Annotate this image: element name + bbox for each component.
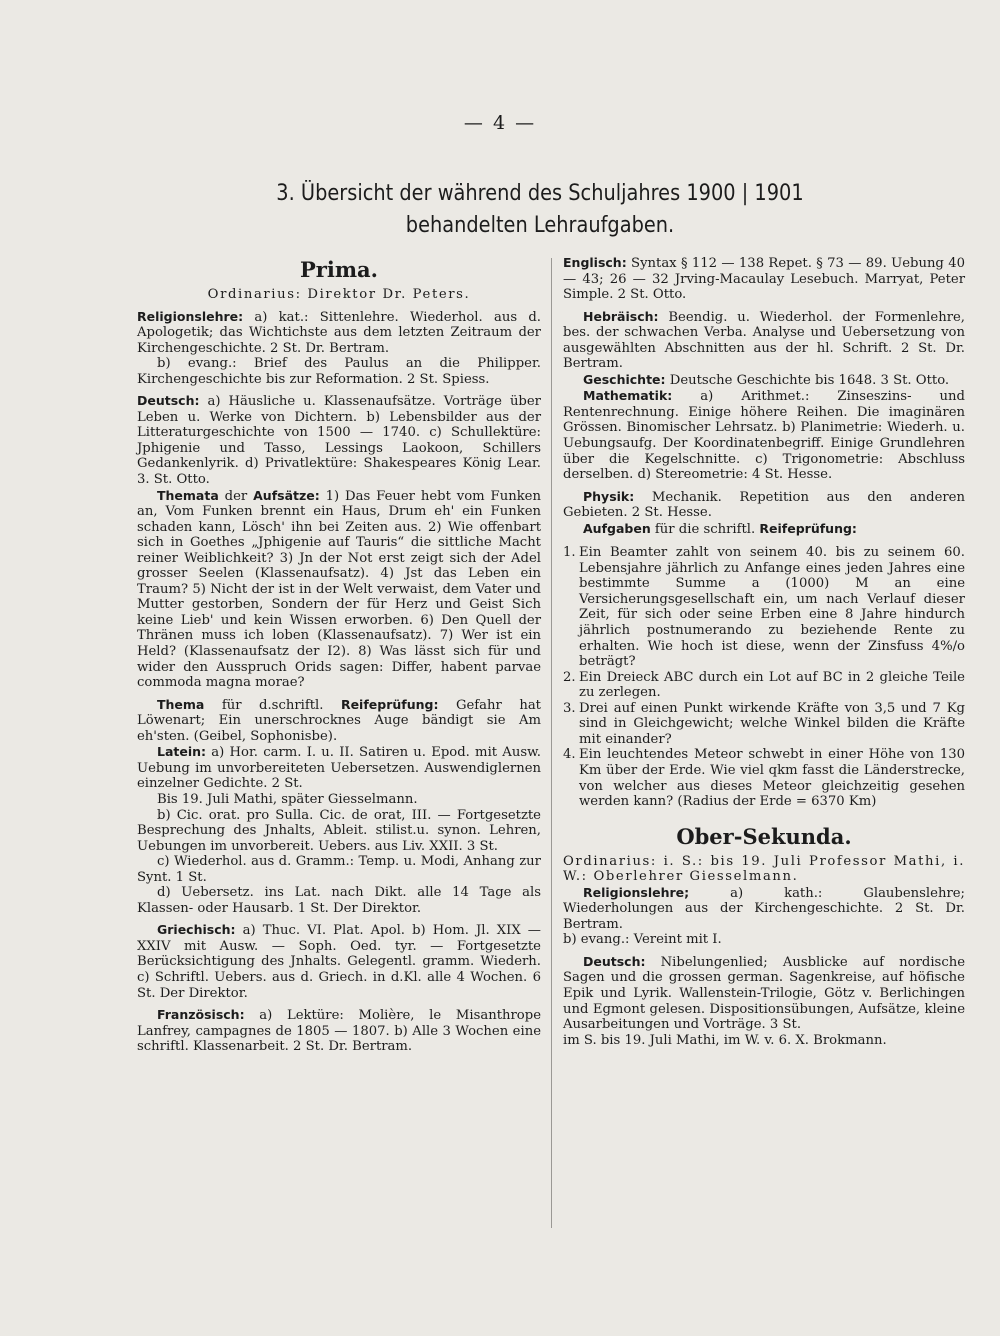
ober-religion-evang: b) evang.: Vereint mit I. xyxy=(563,932,722,948)
themata-text: 1) Das Feuer hebt vom Funken an, Vom Funken brennt ein Haus, Drum eh' ein Funken schaden kann, Lösch' ihn bei Zeiten aus. 2) Wie offenbart sich in Goethes „Jphigenie auf Tauris“ die sittliche Macht reiner Weiblichkeit? 3) Jn der Not erst zeigt sich der Adel grosser Seelen (Klassenaufsatz). 4) Jst das Leben ein Traum? 5) Nicht der ist in der Welt verwaist, dem Vater und Mutter gestorben, Sondern der für Herz und Geist Sich keine Lieb' und kein Wissen erworben. 6) Den Quell der Thränen muss ich loben (Klassenaufsatz). 7) Wer ist ein Held? (Klassenaufsatz der I2). 8) Was lässt sich für und wider den Ausspruch Orids sagen: Differ, habent parvae commoda magna morae? xyxy=(137,488,541,691)
task-text: Ein Beamter zahlt von seinem 40. bis zu seinem 60. Lebensjahre jährlich zu Anfange eines jeden Jahres eine bestimmte Summe a (1000) M an eine Versicherungsgesellschaft ein, um nach Verlauf dieser Zeit, für sich oder seine Erben eine 8 Jahre hindurch jährlich postnumerando zu beziehende Rente zu erhalten. Wie hoch ist diese, wenn der Zinsfuss 4%/o beträgt? xyxy=(579,545,965,670)
task-text: Ein leuchtendes Meteor schwebt in einer Höhe von 130 Km über der Erde. Wie viel qkm fasst die Länderstrecke, von welcher aus dieses Meteor gleichzeitig gesehen werden kann? (Radius der Erde = 6370 Km) xyxy=(579,747,965,810)
prima-mathematik xyxy=(563,388,965,482)
prima-themata xyxy=(137,488,541,691)
prima-aufgaben xyxy=(563,521,965,538)
deutsch-label: Deutsch: xyxy=(137,393,200,409)
aufgaben-reife-label: Reifeprüfung: xyxy=(759,520,857,536)
franzoesisch-label: Französisch: xyxy=(157,1007,245,1023)
left-column xyxy=(137,255,541,1055)
hebraeisch-text: Beendig. u. Wiederhol. der Formenlehre, bes. der schwachen Verba. Analyse und Uebersetzung von ausgewählten Abschnitten aus der hl. Schrift. 2 St. Dr. Bertram. xyxy=(563,309,965,372)
themata-label: Themata xyxy=(157,487,219,503)
ober-deutsch-text: Nibelungenlied; Ausblicke auf nordische Sagen und die grossen german. Sagenkreise, auf höfische Epik und Lyrik. Wallenstein-Trilogie, Götz v. Berlichingen und Egmont gelesen. Dispositionsübungen, Aufsätze, kleine Ausarbeitungen und Vorträge. 3 St. xyxy=(563,954,965,1033)
geschichte-text: Deutsche Geschichte bis 1648. 3 St. Otto. xyxy=(669,372,950,388)
column-divider xyxy=(551,258,552,1228)
prima-franzoesisch xyxy=(137,1007,541,1055)
task-text: Ein Dreieck ABC durch ein Lot auf BC in 2 gleiche Teile zu zerlegen. xyxy=(579,669,965,701)
physik-text: Mechanik. Repetition aus den anderen Gebieten. 2 St. Hesse. xyxy=(563,489,965,521)
ober-religion-kath: a) kath.: Glaubenslehre; Wiederholungen aus der Kirchengeschichte. 2 St. Dr. Bertram. xyxy=(563,885,965,932)
ober-deutsch-label: Deutsch: xyxy=(583,953,646,969)
right-column xyxy=(563,255,965,1048)
englisch-label: Englisch: xyxy=(563,255,627,270)
prima-englisch xyxy=(563,255,965,303)
aufsaetze-label: Aufsätze: xyxy=(253,487,320,503)
latein-d: d) Uebersetz. ins Lat. nach Dikt. alle 14 Tage als Klassen- oder Hausarb. 1 St. Der Direktor. xyxy=(137,885,541,916)
task-text: Drei auf einen Punkt wirkende Kräfte von 3,5 und 7 Kg sind in Gleichgewicht; welche Winkel bilden die Kräfte mit einander? xyxy=(579,700,965,747)
deutsch-text: a) Häusliche u. Klassenaufsätze. Vorträge über Leben u. Werke von Dichtern. b) Lebensbilder aus der Litteraturgeschichte von 1500 — 1740. c) Schullektüre: Jphigenie und Tasso, Lessings Laokoon, Schillers Gedankenlyrik. d) Privatlektüre: Shakespeares König Lear. 3. St. Otto. xyxy=(137,394,541,488)
latein-label: Latein: xyxy=(157,744,207,760)
franzoesisch-text: a) Lektüre: Molière, le Misanthrope Lanfrey, campagnes de 1805 — 1807. b) Alle 3 Wochen eine schriftl. Klassenarbeit. 2 St. Dr. Bertram. xyxy=(137,1008,541,1055)
mathematik-label: Mathematik: xyxy=(583,388,673,404)
aufgaben-mid: für die schriftl. xyxy=(654,521,756,537)
task-number: 1. xyxy=(563,545,576,561)
englisch-text: Syntax § 112 — 138 Repet. § 73 — 89. Uebung 40 — 43; 26 — 32 Jrving-Macaulay Lesebuch. Marryat, Peter Simple. 2 St. Otto. xyxy=(563,256,965,303)
religion-evang: b) evang.: Brief des Paulus an die Philipper. Kirchengeschichte bis zur Reformation. 2 St. Spiess. xyxy=(137,356,541,387)
prima-physik xyxy=(563,489,965,521)
themata-mid: der xyxy=(224,488,248,504)
reifepruefung-label: Reifeprüfung: xyxy=(340,696,439,712)
prima-geschichte xyxy=(563,372,965,389)
prima-religion xyxy=(137,309,541,357)
prima-hebraeisch xyxy=(563,309,965,372)
ober-deutsch xyxy=(563,954,965,1033)
heading-line-1: 3. Übersicht der während des Schuljahres 1900 | 1901 xyxy=(276,181,804,206)
latein-c: c) Wiederhol. aus d. Gramm.: Temp. u. Modi, Anhang zur Synt. 1 St. xyxy=(137,854,541,885)
physik-label: Physik: xyxy=(583,488,635,504)
page-number: — 4 — xyxy=(463,112,537,134)
task-list xyxy=(563,545,965,809)
religion-kat: a) kat.: Sittenlehre. Wiederhol. aus d. Apologetik; das Wichtichste aus dem letzten Zeitraum der Kirchengeschichte. 2 St. Dr. Bertram. xyxy=(137,309,541,356)
prima-ordinarius: Ordinarius: Direktor Dr. Peters. xyxy=(207,287,471,302)
task-number: 2. xyxy=(563,669,576,685)
task-item xyxy=(563,747,965,809)
latein-a: a) Hor. carm. I. u. II. Satiren u. Epod. mit Ausw. Uebung im unvorbereiteten Uebersetzen. Auswendiglernen einzelner Gedichte. 2 St. xyxy=(137,745,542,792)
ober-religion-label: Religionslehre; xyxy=(583,884,690,900)
task-number: 3. xyxy=(563,700,576,716)
ober-sekunda-ordinarius: Ordinarius: i. S.: bis 19. Juli Professor Mathi, i. W.: Oberlehrer Giesselmann. xyxy=(563,853,965,885)
prima-thema xyxy=(137,697,541,745)
griechisch-label: Griechisch: xyxy=(157,922,236,938)
heading-line-2: behandelten Lehraufgaben. xyxy=(405,213,675,238)
mathematik-text: a) Arithmet.: Zinseszins- und Rentenrechnung. Einige höhere Reihen. Die imaginären Grössen. Binomischer Lehrsatz. b) Planimetrie: Wiederh. u. Uebungsaufg. Der Koordinatenbegriff. Einige Grundlehren über die Kegelschnitte. c) Trigonometrie: Abschluss derselben. d) Stereometrie: 4 St. Hesse. xyxy=(563,389,965,483)
ober-deutsch-teachers: im S. bis 19. Juli Mathi, im W. v. 6. X. Brokmann. xyxy=(563,1032,887,1048)
prima-title: Prima. xyxy=(300,257,378,282)
latein-a-teacher: Bis 19. Juli Mathi, später Giesselmann. xyxy=(157,791,418,807)
prima-deutsch xyxy=(137,393,541,487)
ober-sekunda-title: Ober-Sekunda. xyxy=(676,823,852,849)
thema-label: Thema xyxy=(157,696,205,712)
task-item xyxy=(563,701,965,748)
task-item xyxy=(563,670,965,701)
ober-religion xyxy=(563,885,965,933)
hebraeisch-label: Hebräisch: xyxy=(583,308,659,324)
prima-griechisch xyxy=(137,922,541,1001)
religion-label: Religionslehre: xyxy=(137,308,244,324)
thema-text: Gefahr hat Löwenart; Ein unerschrocknes Auge bändigt sie Am eh'sten. (Geibel, Sophonisbe). xyxy=(137,697,541,744)
geschichte-label: Geschichte: xyxy=(583,371,666,387)
latein-b: b) Cic. orat. pro Sulla. Cic. de orat, III. — Fortgesetzte Besprechung des Jnhalts, Ableit. stilist.u. synon. Lehren, Uebungen im unvorbereit. Uebers. aus Liv. XXII. 3 St. xyxy=(137,807,541,854)
thema-mid: für d.schriftl. xyxy=(221,697,324,713)
aufgaben-label: Aufgaben xyxy=(583,520,651,536)
task-item xyxy=(563,545,965,669)
task-number: 4. xyxy=(563,747,576,763)
prima-latein xyxy=(137,744,541,792)
section-heading xyxy=(223,178,857,242)
griechisch-text: a) Thuc. VI. Plat. Apol. b) Hom. Jl. XIX — XXIV mit Ausw. — Soph. Oed. tyr. — Fortgesetzte Berücksichtigung des Jnhalts. Gelegentl. gramm. Wiederh. c) Schriftl. Uebers. aus d. Griech. in d.Kl. alle 4 Wochen. 6 St. Der Direktor. xyxy=(137,923,541,1001)
